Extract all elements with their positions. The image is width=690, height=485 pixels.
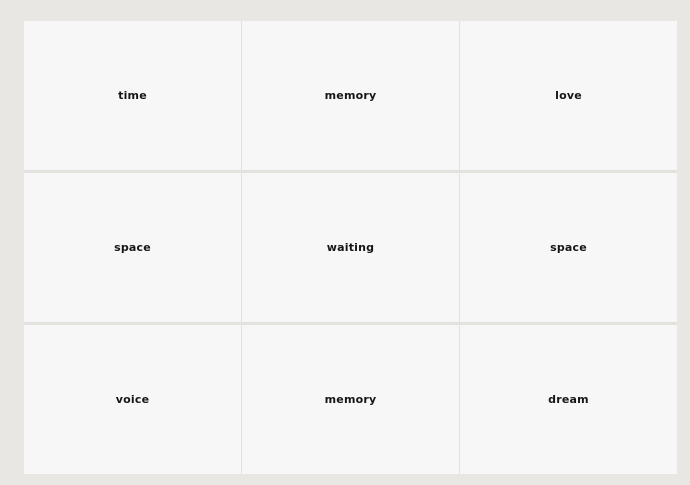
word-card-label: love <box>555 89 582 102</box>
word-card-time[interactable] <box>24 21 241 170</box>
word-card-label: memory <box>324 89 377 102</box>
word-card-label: voice <box>115 393 150 406</box>
word-card-dream[interactable] <box>460 325 677 474</box>
word-card-space[interactable] <box>24 173 241 322</box>
word-card-love[interactable] <box>460 21 677 170</box>
word-card-label: memory <box>324 393 377 406</box>
word-card-memory[interactable] <box>242 21 459 170</box>
word-card-label: space <box>550 241 587 254</box>
word-card-space-2[interactable] <box>460 173 677 322</box>
word-card-label: waiting <box>326 241 375 254</box>
word-card-label: space <box>114 241 151 254</box>
word-card-label: time <box>118 89 147 102</box>
word-card-voice[interactable] <box>24 325 241 474</box>
word-card-memory-2[interactable] <box>242 325 459 474</box>
word-card-grid <box>24 21 677 474</box>
word-card-waiting[interactable] <box>242 173 459 322</box>
word-card-label: dream <box>548 393 589 406</box>
